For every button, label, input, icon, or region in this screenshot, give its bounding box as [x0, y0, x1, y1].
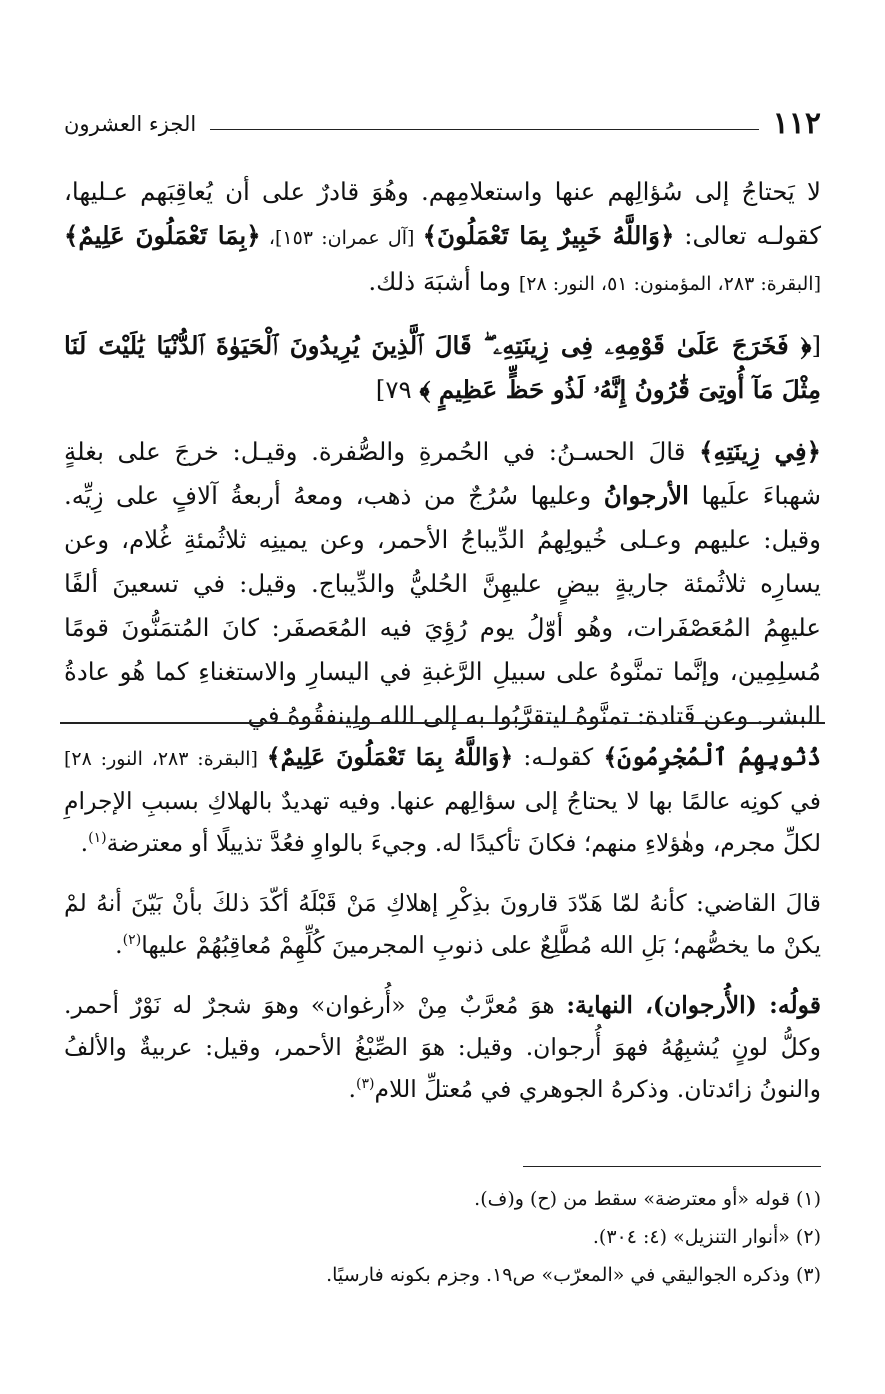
commentary-paragraph-2: [64, 882, 821, 966]
commentary-text: [64, 736, 821, 1110]
commentary-paragraph-3: [64, 984, 821, 1110]
text-run: .: [115, 931, 123, 959]
footnote-marker: (٣): [355, 1076, 375, 1093]
text-run: قالَ الحسـنُ: في الحُمرةِ والصُّفرة. وقيـل: خرجَ على بغلةٍ شهباءَ علَيها: [64, 437, 822, 510]
footnote-marker: (٢): [122, 932, 142, 949]
footnote-3: (٣) وذكره الجواليقي في «المعرّب» ص١٩. وجزم بكونه فارسيًا.: [326, 1264, 821, 1286]
quran-verse-block: [64, 324, 821, 412]
bracket-close: ]: [375, 375, 386, 404]
verse-reference: [آل عمران: ١٥٣]،: [260, 227, 423, 249]
verse-number: ٧٩: [385, 375, 420, 404]
commentary-paragraph-1: [64, 736, 821, 864]
quran-verse: ﴿ فَخَرَجَ عَلَىٰ قَوْمِهِۦ فِى زِينَتِهِۦ ۖ قَالَ ٱلَّذِينَ يُرِيدُونَ ٱلْحَيَوٰةَ ٱلدُّنْيَا يَٰلَيْتَ لَنَا مِثْلَ مَآ أُوتِىَ قَٰرُونُ إِنَّهُۥ لَذُو حَظٍّ عَظِيمٍ ﴾: [64, 331, 821, 404]
verse-reference: [البقرة: ٢٨٣، النور: ٢٨]: [64, 748, 267, 770]
text-run: لا يَحتاجُ إلى سُؤالِهم عنها واستعلامِهم. وهُوَ قادرٌ على أن يُعاقِبَهم عـليها، كقولـه تعالى:: [64, 177, 822, 250]
quran-verse: ﴿بِمَا تَعْمَلُونَ عَلِيمٌ﴾: [64, 221, 261, 250]
footnote-rule: [523, 1166, 821, 1167]
footnote-1: (١) قوله «أو معترضة» سقط من (ح) و(ف).: [474, 1188, 821, 1210]
footnotes: [64, 1180, 821, 1294]
page-header: [64, 104, 821, 144]
footnote-marker: (١): [88, 830, 107, 847]
footnote-2: (٢) «أنوار التنزيل» (٤: ٣٠٤).: [592, 1226, 821, 1248]
bold-term: قولُه: (الأُرجوان)، النهاية:: [566, 991, 821, 1019]
main-paragraph-1: [64, 170, 821, 306]
text-run: .: [80, 829, 89, 857]
main-paragraph-3: [64, 430, 821, 738]
quran-verse: ﴿وَاللَّهُ خَبِيرٌ بِمَا تَعْمَلُونَ﴾: [422, 221, 675, 250]
part-title: الجزء العشرون: [64, 111, 197, 136]
text-run: كقولـه:: [513, 743, 604, 771]
bold-term: الأرجوانُ: [603, 481, 689, 510]
quran-verse: ﴿وَاللَّهُ بِمَا تَعْمَلُونَ عَلِيمٌ﴾: [266, 743, 514, 771]
text-run: وما أشبَهَ ذلك.: [368, 267, 519, 296]
main-text: [64, 170, 821, 738]
commentary-divider: [60, 722, 825, 724]
page-number: ١١٢: [772, 106, 821, 141]
quran-verse: ﴿فِي زِينَتِهِ﴾: [699, 437, 821, 466]
text-run: .: [348, 1075, 356, 1103]
quran-verse: ذُنُوبِهِمُ ٱلْمُجْرِمُونَ﴾: [603, 743, 822, 771]
header-rule: [210, 129, 758, 130]
text-run: قالَ القاضي: كأنهُ لمّا هَدّدَ قارونَ بذِكْرِ إهلاكِ مَنْ قَبْلَهُ أكّدَ ذلكَ بأنْ بَيّنَ أنهُ لمْ يكنْ ما يخصُّهم؛ بَلِ الله مُطَّلِعٌ على ذنوبِ المجرمينَ كُلِّهِمْ مُعاقِبُهُمْ عليها: [64, 889, 821, 959]
text-run: هوَ مُعرَّبٌ مِنْ «أُرغوان» وهوَ شجرٌ له نَوْرٌ أحمر. وكلُّ لونٍ يُشبِهُهُ فهوَ أُرجوان. وقيل: هوَ الصِّبْغُ الأحمر، وقيل: عربيةٌ والألفُ والنونُ زائدتان. وذكرهُ الجوهري في مُعتلِّ اللام: [64, 991, 821, 1103]
text-run: في كونِه عالمًا بها لا يحتاجُ إلى سؤالِهم عنها. وفيه تهديدٌ بالهلاكِ بسببِ الإجرامِ لكلِّ مجرم، وهٰؤلاءِ منهم؛ فكانَ تأكيدًا له. وجيءَ بالواوِ فعُدَّ تذييلًا أو معترضة: [64, 787, 821, 857]
verse-reference: [البقرة: ٢٨٣، المؤمنون: ٥١، النور: ٢٨]: [518, 273, 821, 295]
bracket-open: [: [811, 331, 821, 360]
text-run: وعليها سُرُجٌ من ذهب، ومعهُ أربعةُ آلافٍ على زِيِّه. وقيل: عليهم وعـلى خُيولِهمُ الدِّيباجُ الأحمر، وعن يمينِه ثلاثُمئةِ غُلام، وعن يسارِه ثلاثُمئة جاريةٍ بيضٍ عليهِنَّ الحُليُّ والدِّيباج. وقيل: في تسعينَ ألفًا عليهِمُ المُعَصْفَرات، وهُو أوّلُ يوم رُؤِيَ فيه المُعَصفَر: كانَ المُتمَنُّونَ قومًا مُسلِمِين، وإنَّما تمنَّوهُ على سبيلِ الرَّغبةِ في اليسارِ والاستغناءِ كما هُو عادةُ البشر. وعن قَتادة: تمنَّوهُ ليتقرَّبُوا به إلى الله ولِينفقُوهُ في: [64, 481, 821, 730]
book-page: [64, 0, 821, 1394]
